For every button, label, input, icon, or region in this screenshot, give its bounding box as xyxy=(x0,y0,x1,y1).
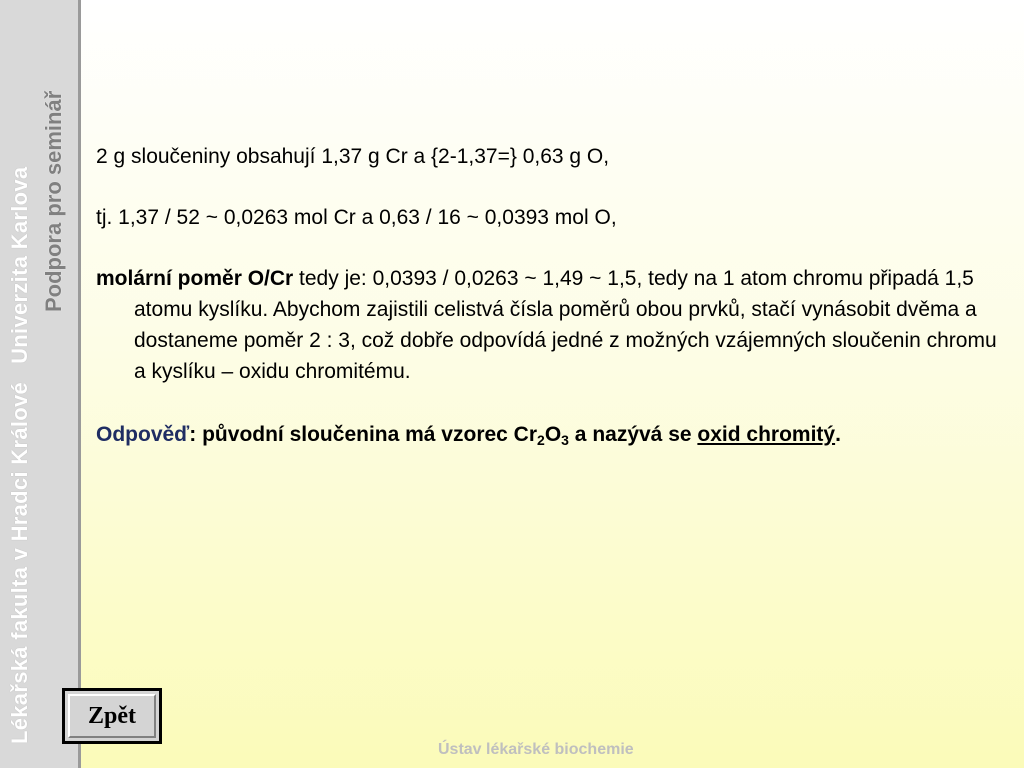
answer-end: . xyxy=(835,423,841,446)
faculty-label: Lékařská fakulta v Hradci Králové xyxy=(7,381,32,744)
slide-content xyxy=(96,141,1006,450)
oxide-name: oxid chromitý xyxy=(697,423,836,446)
answer-text-before: : původní sloučenina má vzorec Cr xyxy=(189,423,538,446)
sidebar xyxy=(0,0,81,768)
back-button[interactable] xyxy=(62,688,162,744)
footer-institute: Ústav lékařské biochemie xyxy=(438,741,634,758)
sidebar-university-text xyxy=(7,167,33,744)
calc-line-2: tj. 1,37 / 52 ~ 0,0263 mol Cr a 0,63 / 16 ~ 0,0393 mol O, xyxy=(96,206,617,229)
seminar-label: Podpora pro seminář xyxy=(41,90,66,312)
calc-line-1: 2 g sloučeniny obsahují 1,37 g Cr a {2-1,37=} 0,63 g O, xyxy=(96,145,610,168)
back-button-label: Zpět xyxy=(88,702,136,729)
formula-sub-o: 3 xyxy=(561,432,569,448)
ratio-term: molární poměr O/Cr xyxy=(96,267,294,290)
formula-oxygen: O xyxy=(544,423,562,446)
university-label: Univerzita Karlova xyxy=(7,166,32,364)
ratio-paragraph xyxy=(96,263,1006,387)
ratio-text: tedy je: 0,0393 / 0,0263 ~ 1,49 ~ 1,5, tedy na 1 atom chromu připadá 1,5 atomu kyslíku. Abychom zajistili celistvá čísla poměrů obou prvků, stačí vynásobit dvěma a dostaneme poměr 2 : 3, což dobře odpovídá jedné z možných vzájemných sloučenin chromu a kyslíku – oxidu chromitému. xyxy=(134,267,997,383)
formula-sub-cr: 2 xyxy=(537,432,545,448)
answer-line xyxy=(96,419,1006,450)
answer-text-after: a nazývá se xyxy=(568,423,698,446)
answer-label: Odpověď xyxy=(96,423,190,446)
